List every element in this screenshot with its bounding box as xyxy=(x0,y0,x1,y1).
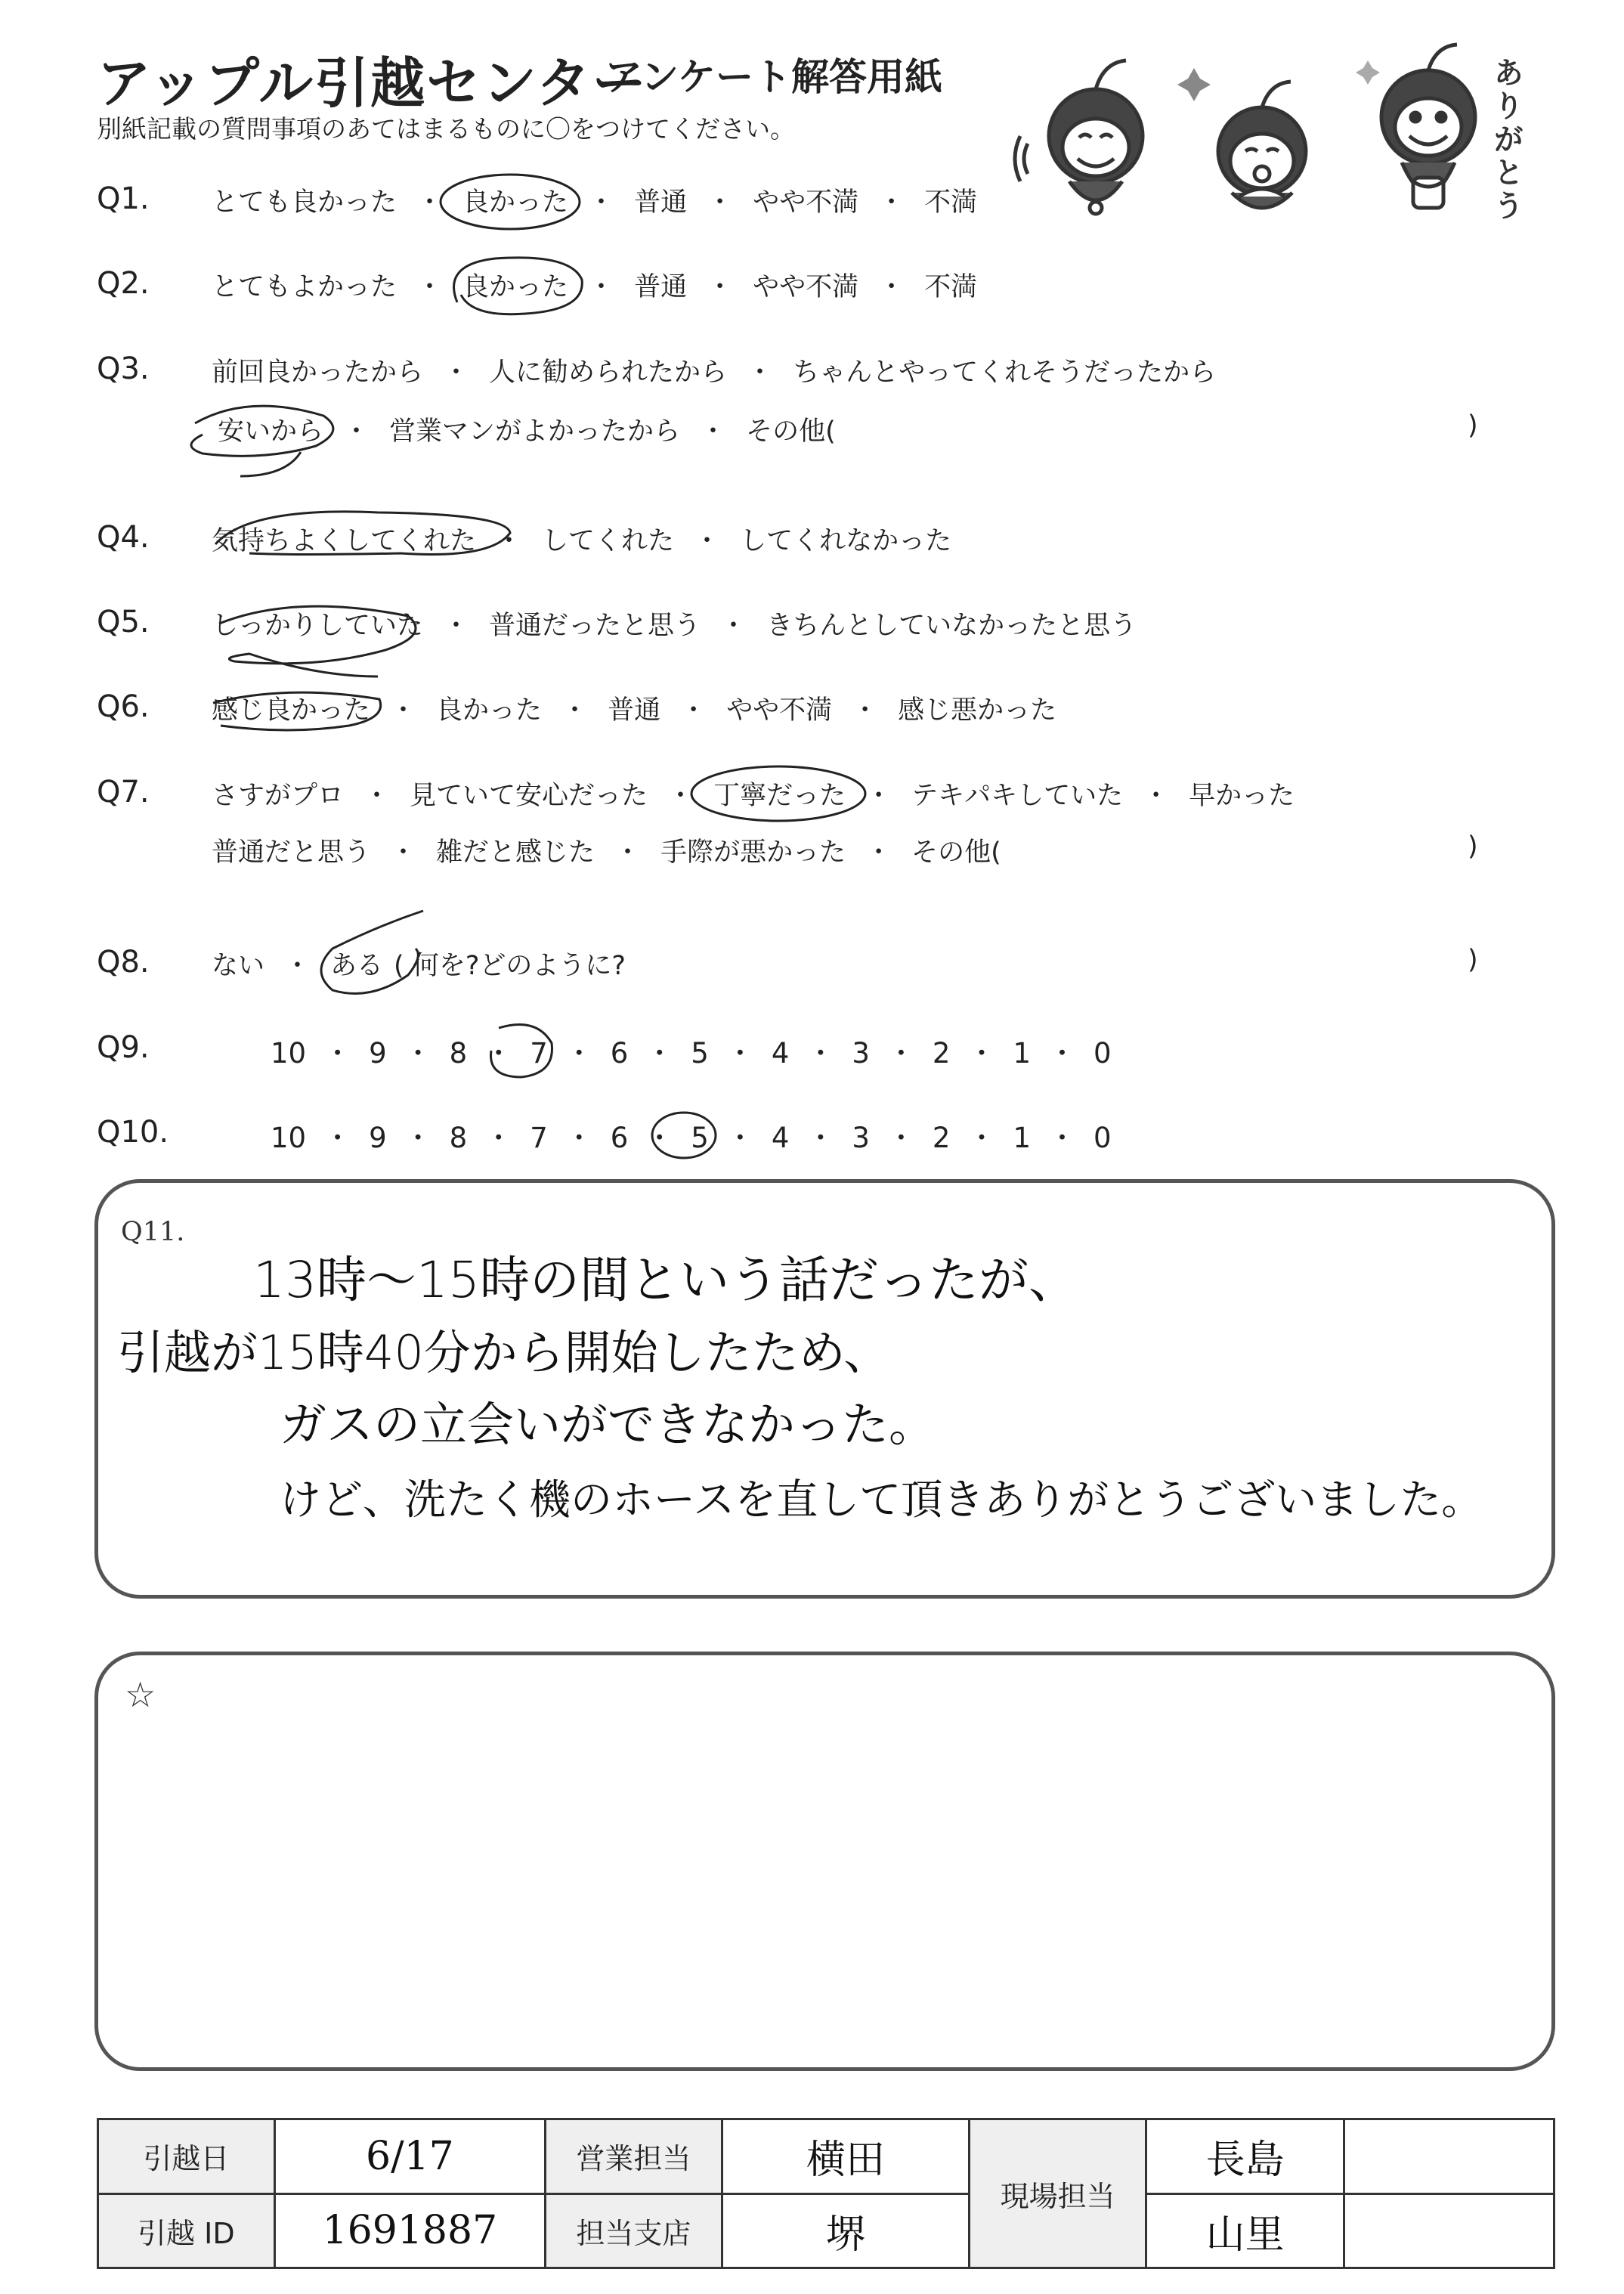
question-options-line2: 安いから ・ 営業マンがよかったから ・ その他( xyxy=(212,410,836,448)
option-selected[interactable]: ある xyxy=(330,951,384,981)
question-number: Q3. xyxy=(97,351,150,386)
site-label: 現場担当 xyxy=(970,2119,1146,2268)
option-detail[interactable]: ( 何を?どのように? xyxy=(394,951,626,981)
option[interactable]: テキパキしていた xyxy=(911,781,1124,811)
branch-value: 堺 xyxy=(722,2193,970,2268)
comment-line: 13時〜15時の間という話だったが、 xyxy=(253,1251,1078,1309)
scale-value[interactable]: 10 xyxy=(271,1122,307,1154)
option[interactable]: 雑だと感じた xyxy=(436,837,595,868)
option-selected[interactable]: 安いから xyxy=(218,416,324,447)
scale-value[interactable]: 9 xyxy=(369,1037,387,1070)
move-id-label: 引越 ID xyxy=(98,2193,275,2268)
option[interactable]: 前回良かったから xyxy=(212,358,424,388)
scale-value[interactable]: 1 xyxy=(1013,1122,1032,1154)
form-subtitle: アンケート解答用紙 xyxy=(605,55,942,99)
question-options: とても良かった ・ 良かった ・ 普通 ・ やや不満 ・ 不満 xyxy=(212,181,977,219)
option[interactable]: 普通 xyxy=(608,695,661,726)
mascot-illustration xyxy=(1005,38,1549,242)
option[interactable]: さすがプロ xyxy=(212,781,345,811)
option[interactable]: 早かった xyxy=(1189,781,1295,811)
branch-label: 担当支店 xyxy=(546,2193,722,2268)
scale-value[interactable]: 0 xyxy=(1093,1037,1112,1070)
instruction-text: 別紙記載の質問事項のあてはまるものに〇をつけてください。 xyxy=(97,114,795,144)
comment-line: 引越が15時40分から開始したため、 xyxy=(117,1325,891,1380)
scale-value[interactable]: 8 xyxy=(449,1037,468,1070)
scale-value[interactable]: 8 xyxy=(449,1122,468,1154)
scale-value[interactable]: 3 xyxy=(852,1037,870,1070)
scale-value-selected[interactable]: 5 xyxy=(691,1122,709,1154)
q11-label: Q11. xyxy=(121,1217,185,1247)
question-options: ない ・ ある ( 何を?どのように? xyxy=(212,945,626,983)
question-number: Q5. xyxy=(97,605,150,639)
scale-value[interactable]: 2 xyxy=(932,1122,951,1154)
empty-cell xyxy=(1344,2193,1554,2268)
comment-line: けど、洗たく機のホースを直して頂きありがとうございました。 xyxy=(280,1475,1483,1524)
scale-value[interactable]: 1 xyxy=(1013,1037,1032,1070)
star-icon: ☆ xyxy=(125,1674,156,1715)
question-options: さすがプロ ・ 見ていて安心だった ・ 丁寧だった ・ テキパキしていた ・ 早かった xyxy=(212,775,1295,813)
scale-value[interactable]: 6 xyxy=(610,1037,629,1070)
scale-value[interactable]: 4 xyxy=(771,1122,790,1154)
option[interactable]: その他( xyxy=(911,837,1001,868)
move-date-value: 6/17 xyxy=(274,2119,545,2194)
move-info-table xyxy=(97,2118,1555,2269)
question-number: Q8. xyxy=(97,945,150,980)
close-paren: ) xyxy=(1468,410,1478,441)
option[interactable]: 普通だと思う xyxy=(212,837,371,868)
sales-value: 横田 xyxy=(722,2119,970,2194)
scale-value-selected[interactable]: 7 xyxy=(530,1037,548,1070)
option[interactable]: 人に勧められたから xyxy=(489,358,728,388)
option[interactable]: やや不満 xyxy=(726,695,833,726)
scale-value[interactable]: 0 xyxy=(1093,1122,1112,1154)
option[interactable]: ちゃんとやってくれそうだったから xyxy=(793,358,1217,388)
scale-value[interactable]: 2 xyxy=(932,1037,951,1070)
question-number: Q7. xyxy=(97,775,150,810)
option-selected[interactable]: 良かった xyxy=(462,272,569,302)
rating-scale: 10 ・ 9 ・ 8 ・ 7 ・ 6 ・ 5 ・ 4 ・ 3 ・ 2 ・ 1 ・ 0 xyxy=(271,1122,1112,1154)
option[interactable]: やや不満 xyxy=(753,272,859,302)
mascot-caption: ありがとう xyxy=(1489,57,1523,223)
question-options-line2: 普通だと思う ・ 雑だと感じた ・ 手際が悪かった ・ その他( xyxy=(212,831,1001,869)
option-selected[interactable]: 感じ良かった xyxy=(212,695,371,726)
question-number: Q2. xyxy=(97,266,150,301)
move-date-label: 引越日 xyxy=(98,2119,275,2194)
scale-value[interactable]: 10 xyxy=(271,1037,307,1070)
company-title: アップル引越センター xyxy=(97,51,648,115)
option[interactable]: 普通 xyxy=(634,187,688,218)
question-options: 気持ちよくしてくれた ・ してくれた ・ してくれなかった xyxy=(212,520,951,558)
scale-value[interactable]: 3 xyxy=(852,1122,870,1154)
option[interactable]: 不満 xyxy=(924,272,978,302)
option[interactable]: 普通 xyxy=(634,272,688,302)
option[interactable]: 営業マンがよかったから xyxy=(389,416,681,447)
option-selected[interactable]: しっかりしていた xyxy=(212,611,424,641)
rating-scale: 10 ・ 9 ・ 8 ・ 7 ・ 6 ・ 5 ・ 4 ・ 3 ・ 2 ・ 1 ・ 0 xyxy=(271,1037,1112,1070)
option[interactable]: 感じ悪かった xyxy=(898,695,1057,726)
option[interactable]: とても良かった xyxy=(212,187,397,218)
option[interactable]: してくれた xyxy=(542,526,675,556)
comment-line: ガスの立会いができなかった。 xyxy=(280,1397,936,1452)
option-selected[interactable]: 丁寧だった xyxy=(713,781,846,811)
option[interactable]: 普通だったと思う xyxy=(489,611,701,641)
scale-value[interactable]: 4 xyxy=(771,1037,790,1070)
question-number: Q4. xyxy=(97,520,150,555)
question-number: Q6. xyxy=(97,689,150,724)
option[interactable]: ない xyxy=(212,951,265,981)
close-paren: ) xyxy=(1468,831,1478,862)
question-options: 感じ良かった ・ 良かった ・ 普通 ・ やや不満 ・ 感じ悪かった xyxy=(212,689,1056,727)
option-selected[interactable]: 良かった xyxy=(462,187,569,218)
sales-label: 営業担当 xyxy=(546,2119,722,2194)
option-selected[interactable]: 気持ちよくしてくれた xyxy=(212,526,477,556)
empty-cell xyxy=(1344,2119,1554,2194)
option[interactable]: 見ていて安心だった xyxy=(410,781,648,811)
question-number: Q10. xyxy=(97,1115,169,1150)
question-number: Q9. xyxy=(97,1030,150,1065)
site-value: 長島 xyxy=(1146,2119,1344,2194)
scale-value[interactable]: 6 xyxy=(610,1122,629,1154)
close-paren: ) xyxy=(1468,945,1478,975)
option[interactable]: その他( xyxy=(746,416,836,447)
move-id-value: 1691887 xyxy=(274,2193,545,2268)
question-number: Q1. xyxy=(97,181,150,216)
scale-value[interactable]: 7 xyxy=(530,1122,548,1154)
question-options: とてもよかった ・ 良かった ・ 普通 ・ やや不満 ・ 不満 xyxy=(212,266,977,304)
option[interactable]: きちんとしていなかったと思う xyxy=(766,611,1137,641)
site-value-2: 山里 xyxy=(1146,2193,1344,2268)
option[interactable]: とてもよかった xyxy=(212,272,397,302)
scale-value[interactable]: 5 xyxy=(691,1037,709,1070)
option[interactable]: やや不満 xyxy=(753,187,859,218)
option[interactable]: 良かった xyxy=(436,695,543,726)
question-options: 前回良かったから ・ 人に勧められたから ・ ちゃんとやってくれそうだったから xyxy=(212,351,1216,389)
notes-box xyxy=(94,1652,1555,2071)
option[interactable]: 不満 xyxy=(924,187,978,218)
option[interactable]: 手際が悪かった xyxy=(660,837,846,868)
question-options: しっかりしていた ・ 普通だったと思う ・ きちんとしていなかったと思う xyxy=(212,605,1137,642)
option[interactable]: してくれなかった xyxy=(740,526,952,556)
scale-value[interactable]: 9 xyxy=(369,1122,387,1154)
